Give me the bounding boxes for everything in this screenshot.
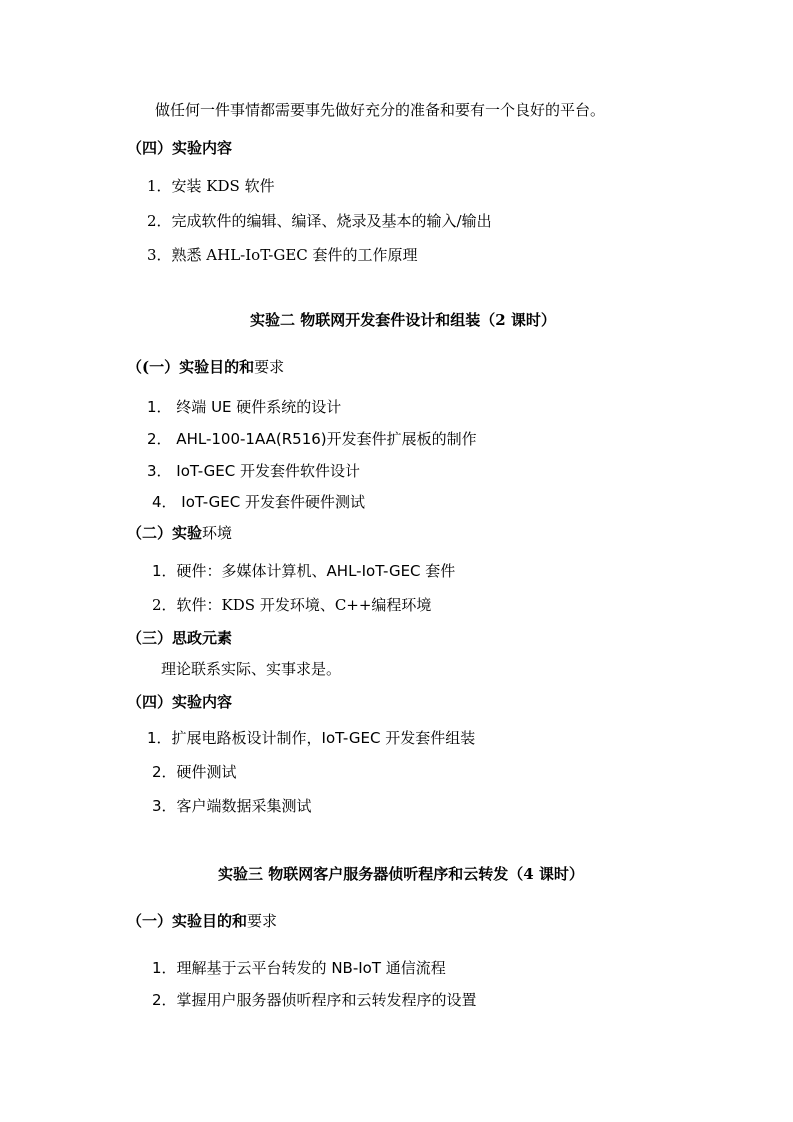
exp2-title: 实验二 物联网开发套件设计和组装（2 课时） — [250, 311, 556, 329]
exp2-env-heading-bold: （二）实验 — [127, 524, 203, 542]
exp2-env-heading — [127, 523, 232, 543]
exp3-goal-heading-bold: （一）实验目的和 — [127, 912, 248, 930]
exp2-content-item-1: 1．扩展电路板设计制作，IoT-GEC 开发套件组装 — [147, 729, 476, 747]
prev-content-item-1: 1．安装 KDS 软件 — [147, 177, 275, 195]
exp3-goal-item-1: 1．理解基于云平台转发的 NB-IoT 通信流程 — [152, 959, 446, 977]
exp2-content-heading: （四）实验内容 — [127, 693, 233, 711]
exp2-content-item-2: 2．硬件测试 — [152, 763, 237, 781]
exp2-env-item-1: 1．硬件：多媒体计算机、AHL-IoT-GEC 套件 — [152, 562, 456, 580]
exp2-goal-heading — [127, 357, 284, 377]
exp3-goal-item-2: 2．掌握用户服务器侦听程序和云转发程序的设置 — [152, 991, 477, 1009]
exp2-goal-heading-normal: 要求 — [254, 358, 285, 376]
exp2-goal-item-4: 4． IoT-GEC 开发套件硬件测试 — [152, 493, 366, 511]
exp2-goal-item-3: 3． IoT-GEC 开发套件软件设计 — [147, 462, 361, 480]
exp2-goal-item-2: 2． AHL-100-1AA(R516)开发套件扩展板的制作 — [147, 430, 477, 448]
exp2-ideology-text: 理论联系实际、实事求是。 — [161, 660, 342, 678]
exp2-ideology-heading: （三）思政元素 — [127, 629, 233, 647]
exp2-env-heading-normal: 环境 — [202, 524, 233, 542]
exp3-goal-heading — [127, 911, 277, 931]
prev-content-item-3: 3．熟悉 AHL-IoT-GEC 套件的工作原理 — [147, 246, 418, 264]
prev-content-heading: （四）实验内容 — [127, 139, 233, 157]
exp2-env-item-2: 2．软件：KDS 开发环境、C++编程环境 — [152, 596, 432, 614]
intro-line: 做任何一件事情都需要事先做好充分的准备和要有一个良好的平台。 — [155, 101, 606, 119]
exp2-goal-item-1: 1． 终端 UE 硬件系统的设计 — [147, 398, 342, 416]
prev-content-item-2: 2．完成软件的编辑、编译、烧录及基本的输入/输出 — [147, 212, 492, 230]
exp3-title: 实验三 物联网客户服务器侦听程序和云转发（4 课时） — [218, 865, 584, 883]
exp2-content-item-3: 3．客户端数据采集测试 — [152, 797, 312, 815]
exp3-goal-heading-normal: 要求 — [247, 912, 278, 930]
exp2-goal-heading-bold: （(一）实验目的和 — [127, 358, 255, 376]
